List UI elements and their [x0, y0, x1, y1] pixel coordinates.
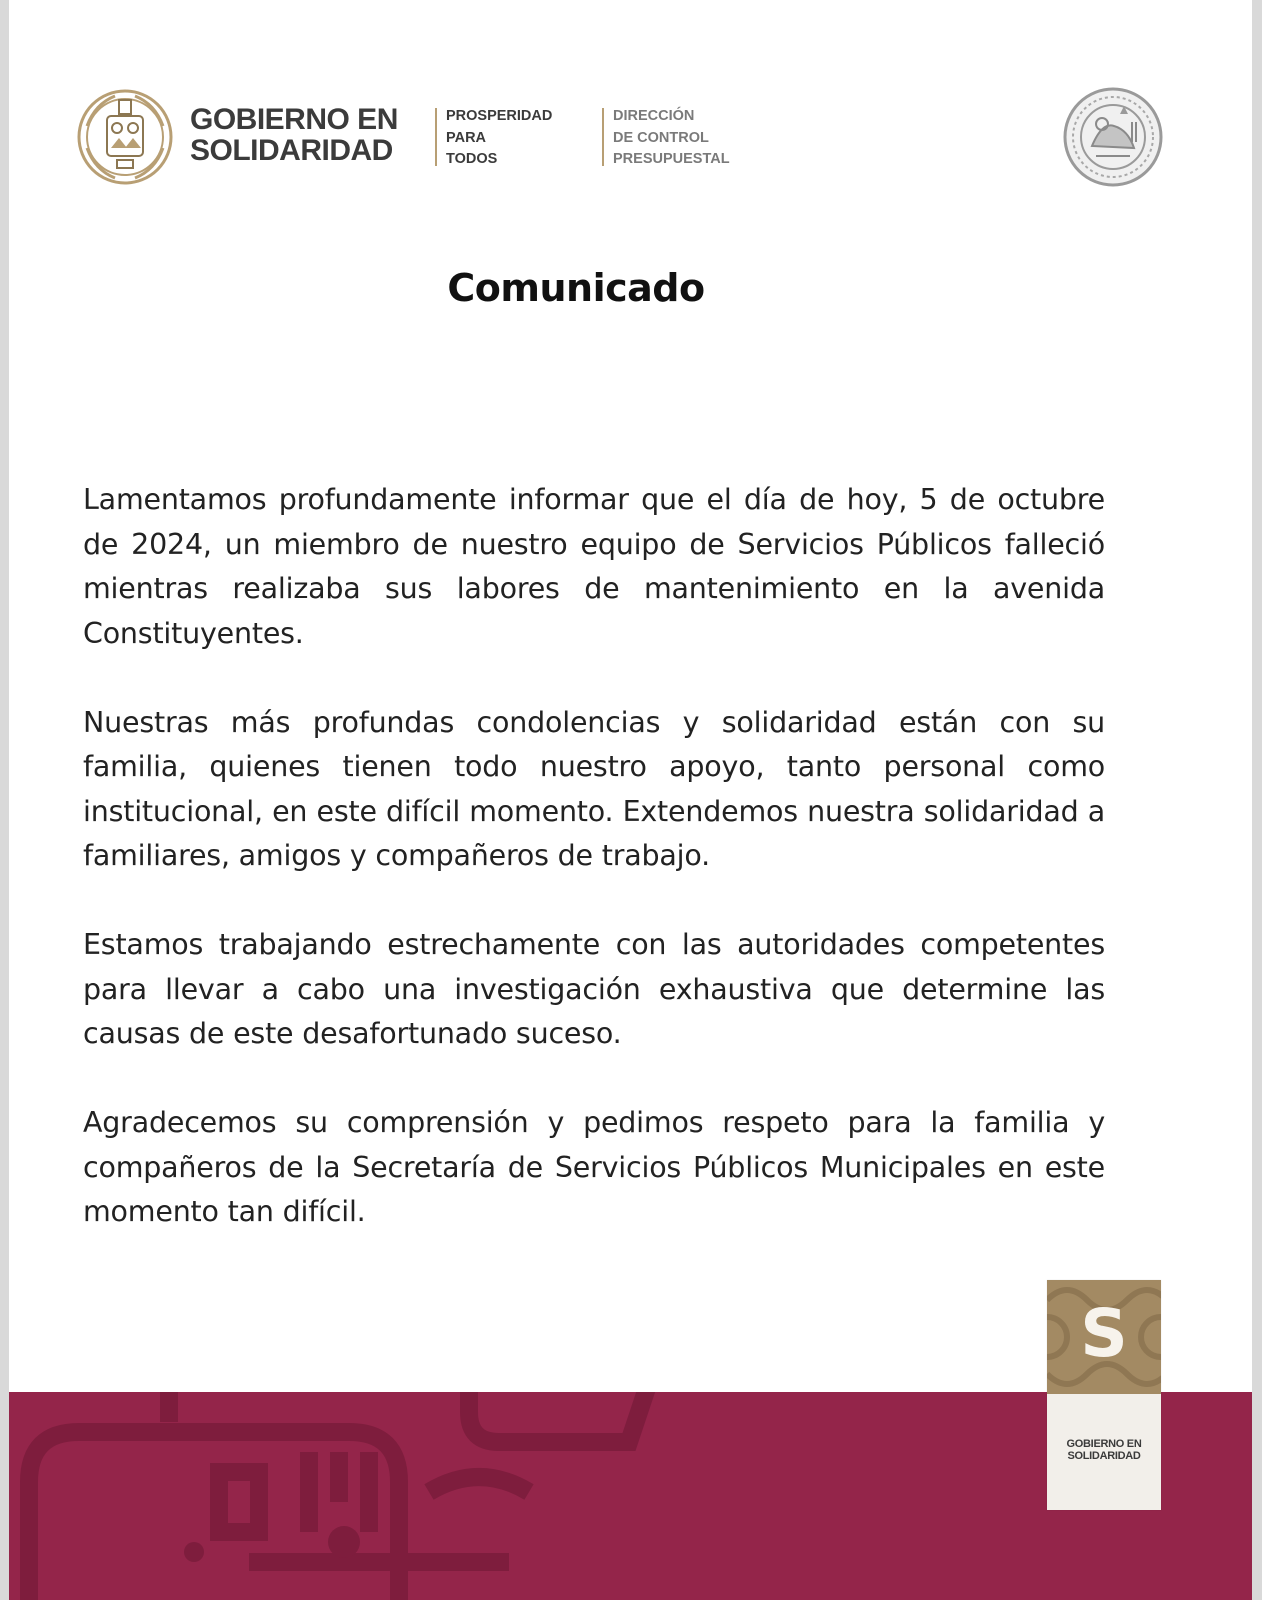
solidaridad-logo — [1047, 1280, 1161, 1510]
government-name-line2: SOLIDARIDAD — [190, 134, 393, 167]
department-line: PRESUPUESTAL — [613, 151, 730, 167]
logo-letter: S — [1080, 1295, 1128, 1372]
government-name — [190, 104, 425, 166]
logo-caption — [1047, 1438, 1161, 1462]
paragraph: Lamentamos profundamente informar que el día de hoy, 5 de octubre de 2024, un miembro de nuestro equipo de Servicios Públicos falleció mientras realizaba sus labores de mantenimiento en la avenida Constituyentes. — [83, 483, 1105, 650]
logo-emblem — [1047, 1280, 1161, 1394]
header-divider — [435, 108, 437, 166]
slogan-line: PARA — [446, 129, 487, 146]
paragraph: Nuestras más profundas condolencias y solidaridad están con su familia, quienes tienen todo nuestro apoyo, tanto personal como institucional, en este difícil momento. Extendemos nuestra solidaridad a familiares, amigos y compañeros de trabajo. — [83, 705, 1105, 872]
department-line: DE CONTROL — [613, 129, 709, 146]
government-name-line1: GOBIERNO EN — [190, 103, 398, 136]
paragraph: Agradecemos su comprensión y pedimos respeto para la familia y compañeros de la Secretaría de Servicios Públicos Municipales en este momento tan difícil. — [83, 1106, 1105, 1228]
slogan-line: PROSPERIDAD — [446, 108, 553, 124]
municipal-seal-icon — [75, 86, 175, 188]
paragraph: Estamos trabajando estrechamente con las autoridades competentes para llevar a cabo una investigación exhaustiva que determine las causas de este desafortunado suceso. — [83, 928, 1105, 1050]
state-seal-icon — [1062, 86, 1164, 188]
department-line: DIRECCIÓN — [613, 108, 695, 124]
communique-body — [83, 478, 1105, 1279]
slogan — [446, 106, 552, 171]
header-divider — [602, 108, 604, 166]
logo-caption-line2: SOLIDARIDAD — [1067, 1450, 1141, 1462]
logo-caption-line1: GOBIERNO EN — [1066, 1438, 1142, 1450]
slogan-line: TODOS — [446, 151, 498, 167]
page-title: Comunicado — [447, 266, 705, 310]
document-page — [9, 0, 1252, 1600]
department-name — [613, 106, 730, 171]
